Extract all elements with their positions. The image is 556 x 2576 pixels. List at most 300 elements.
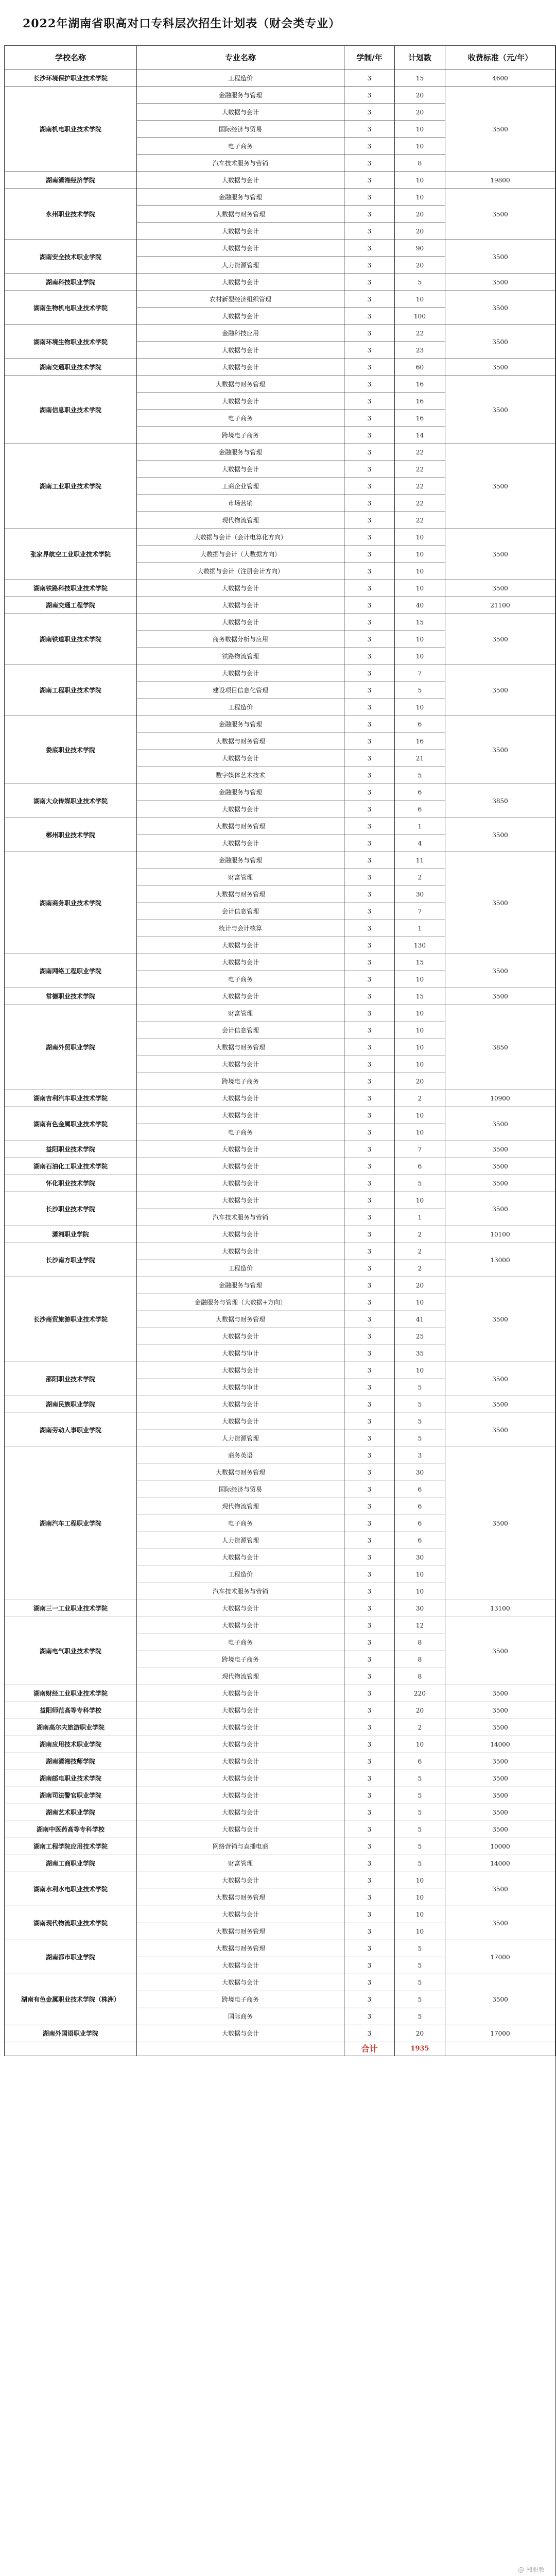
major-cell: 大数据与会计: [137, 359, 344, 376]
plan-cell: 2: [395, 1260, 445, 1277]
plan-cell: 10: [395, 631, 445, 648]
fee-cell: 13000: [445, 1243, 555, 1277]
major-cell: 金融服务与管理（大数据+方向）: [137, 1294, 344, 1311]
major-cell: 人力资源管理: [137, 257, 344, 274]
school-name-cell: 湖南交通职业技术学院: [5, 359, 137, 376]
years-cell: 3: [344, 682, 395, 699]
plan-cell: 10: [395, 546, 445, 563]
plan-cell: 10: [395, 172, 445, 189]
plan-cell: 20: [395, 206, 445, 223]
plan-cell: 10: [395, 971, 445, 988]
major-cell: 大数据与财务管理: [137, 1923, 344, 1940]
major-cell: 财富管理: [137, 1005, 344, 1022]
major-cell: 大数据与会计: [137, 223, 344, 240]
major-cell: 大数据与会计: [137, 1770, 344, 1787]
total-label: 合计: [344, 2042, 395, 2056]
table-row: [5, 580, 555, 597]
years-cell: 3: [344, 1158, 395, 1175]
years-cell: 3: [344, 1447, 395, 1464]
plan-cell: 10: [395, 1906, 445, 1923]
major-cell: 大数据与财务管理: [137, 1311, 344, 1328]
plan-cell: 6: [395, 801, 445, 818]
plan-cell: 12: [395, 1617, 445, 1634]
fee-cell: 19800: [445, 172, 555, 189]
plan-cell: 7: [395, 1141, 445, 1158]
years-cell: 3: [344, 818, 395, 835]
major-cell: 大数据与财务管理: [137, 206, 344, 223]
major-cell: 市场营销: [137, 495, 344, 512]
plan-cell: 10: [395, 1583, 445, 1600]
fee-cell: 14000: [445, 1855, 555, 1872]
years-cell: 3: [344, 529, 395, 546]
major-cell: 大数据与会计: [137, 665, 344, 682]
major-cell: 大数据与会计: [137, 801, 344, 818]
table-row: [5, 614, 555, 631]
major-cell: 大数据与财务管理: [137, 818, 344, 835]
years-cell: 3: [344, 1124, 395, 1141]
years-cell: 3: [344, 665, 395, 682]
plan-cell: 22: [395, 325, 445, 342]
years-cell: 3: [344, 2025, 395, 2042]
years-cell: 3: [344, 1770, 395, 1787]
table-row: [5, 2025, 555, 2042]
table-row: [5, 1872, 555, 1889]
major-cell: 电子商务: [137, 138, 344, 155]
major-cell: 大数据与会计: [137, 1957, 344, 1974]
plan-cell: 5: [395, 1855, 445, 1872]
total-value: 1935: [395, 2042, 445, 2056]
major-cell: 农村新型经济组织管理: [137, 291, 344, 308]
plan-cell: 15: [395, 954, 445, 971]
plan-cell: 7: [395, 665, 445, 682]
school-name-cell: 郴州职业技术学院: [5, 818, 137, 852]
major-cell: 现代物流管理: [137, 512, 344, 529]
plan-cell: 10: [395, 648, 445, 665]
major-cell: 大数据与财务管理: [137, 1889, 344, 1906]
table-row: [5, 716, 555, 733]
plan-cell: 10: [395, 189, 445, 206]
table-row: [5, 325, 555, 342]
plan-cell: 20: [395, 223, 445, 240]
plan-cell: 10: [395, 1362, 445, 1379]
major-cell: 金融服务与管理: [137, 1277, 344, 1294]
plan-cell: 5: [395, 1430, 445, 1447]
school-name-cell: 湖南电气职业技术学院: [5, 1617, 137, 1685]
plan-cell: 30: [395, 1464, 445, 1481]
table-row: [5, 1600, 555, 1617]
years-cell: 3: [344, 1328, 395, 1345]
table-row: [5, 1277, 555, 1294]
plan-cell: 6: [395, 1515, 445, 1532]
years-cell: 3: [344, 1804, 395, 1821]
school-name-cell: 娄底职业技术学院: [5, 716, 137, 784]
table-row: [5, 1906, 555, 1923]
major-cell: 大数据与会计: [137, 580, 344, 597]
table-row: [5, 597, 555, 614]
plan-cell: 220: [395, 1685, 445, 1702]
plan-cell: 10: [395, 563, 445, 580]
years-cell: 3: [344, 869, 395, 886]
years-cell: 3: [344, 903, 395, 920]
school-name-cell: 湖南商务职业技术学院: [5, 852, 137, 954]
plan-cell: 5: [395, 1991, 445, 2008]
fee-cell: 3500: [445, 614, 555, 665]
years-cell: 3: [344, 546, 395, 563]
school-name-cell: 益阳职业技术学院: [5, 1141, 137, 1158]
fee-cell: 3500: [445, 189, 555, 240]
years-cell: 3: [344, 1345, 395, 1362]
plan-cell: 41: [395, 1311, 445, 1328]
years-cell: 3: [344, 1175, 395, 1192]
table-row: [5, 988, 555, 1005]
years-cell: 3: [344, 1974, 395, 1991]
years-cell: 3: [344, 1685, 395, 1702]
years-cell: 3: [344, 1838, 395, 1855]
years-cell: 3: [344, 954, 395, 971]
major-cell: 大数据与会计: [137, 1736, 344, 1753]
school-name-cell: 湖南网络工程职业学院: [5, 954, 137, 988]
plan-cell: 5: [395, 1787, 445, 1804]
plan-cell: 40: [395, 597, 445, 614]
school-name-cell: 湖南潇湘经济学院: [5, 172, 137, 189]
years-cell: 3: [344, 1634, 395, 1651]
major-cell: 大数据与会计: [137, 1787, 344, 1804]
school-name-cell: 湖南邮电职业技术学院: [5, 1770, 137, 1787]
major-cell: 大数据与会计: [137, 1821, 344, 1838]
fee-cell: 3500: [445, 1192, 555, 1226]
major-cell: 建设项目信息化管理: [137, 682, 344, 699]
school-name-cell: 潇湘职业学院: [5, 1226, 137, 1243]
plan-cell: 15: [395, 70, 445, 87]
fee-cell: 3500: [445, 1396, 555, 1413]
years-cell: 3: [344, 376, 395, 393]
major-cell: 大数据与会计: [137, 461, 344, 478]
table-row: [5, 1821, 555, 1838]
school-name-cell: 湖南三一工业职业技术学院: [5, 1600, 137, 1617]
major-cell: 工程造价: [137, 699, 344, 716]
years-cell: 3: [344, 1294, 395, 1311]
major-cell: 财富管理: [137, 1855, 344, 1872]
school-name-cell: 湖南劳动人事职业学院: [5, 1413, 137, 1447]
years-cell: 3: [344, 614, 395, 631]
years-cell: 3: [344, 138, 395, 155]
major-cell: 会计信息管理: [137, 1022, 344, 1039]
fee-cell: 3500: [445, 1906, 555, 1940]
school-name-cell: 湖南司法警官职业学院: [5, 1787, 137, 1804]
plan-cell: 10: [395, 1736, 445, 1753]
plan-cell: 5: [395, 1974, 445, 1991]
major-cell: 大数据与会计: [137, 937, 344, 954]
years-cell: 3: [344, 1600, 395, 1617]
years-cell: 3: [344, 325, 395, 342]
years-cell: 3: [344, 1073, 395, 1090]
plan-cell: 20: [395, 1073, 445, 1090]
school-name-cell: 湖南工业职业技术学院: [5, 444, 137, 529]
plan-cell: 130: [395, 937, 445, 954]
years-cell: 3: [344, 1107, 395, 1124]
plan-cell: 8: [395, 155, 445, 172]
major-cell: 大数据与会计: [137, 1600, 344, 1617]
table-row: [5, 818, 555, 835]
years-cell: 3: [344, 1243, 395, 1260]
plan-cell: 16: [395, 393, 445, 410]
fee-cell: 17000: [445, 2025, 555, 2042]
school-name-cell: 常德职业技术学院: [5, 988, 137, 1005]
school-name-cell: 湖南水利水电职业技术学院: [5, 1872, 137, 1906]
major-cell: 金融服务与管理: [137, 189, 344, 206]
plan-cell: 21: [395, 750, 445, 767]
table-row: [5, 291, 555, 308]
plan-cell: 5: [395, 1804, 445, 1821]
years-cell: 3: [344, 631, 395, 648]
school-name-cell: 湖南石油化工职业技术学院: [5, 1158, 137, 1175]
fee-cell: 3500: [445, 1719, 555, 1736]
plan-cell: 5: [395, 2008, 445, 2025]
fee-cell: 10000: [445, 1838, 555, 1855]
school-name-cell: 湖南中医药高等专科学校: [5, 1821, 137, 1838]
major-cell: 大数据与会计: [137, 1056, 344, 1073]
years-cell: 3: [344, 1906, 395, 1923]
table-row: [5, 1838, 555, 1855]
years-cell: 3: [344, 461, 395, 478]
years-cell: 3: [344, 1957, 395, 1974]
years-cell: 3: [344, 1668, 395, 1685]
plan-cell: 5: [395, 274, 445, 291]
table-row: [5, 274, 555, 291]
fee-cell: 3500: [445, 1770, 555, 1787]
major-cell: 大数据与会计: [137, 597, 344, 614]
plan-cell: 8: [395, 1668, 445, 1685]
table-row: [5, 1192, 555, 1209]
years-cell: 3: [344, 87, 395, 104]
table-row: [5, 359, 555, 376]
years-cell: 3: [344, 1855, 395, 1872]
table-row: [5, 1158, 555, 1175]
school-name-cell: 湖南铁道职业技术学院: [5, 614, 137, 665]
plan-cell: 16: [395, 376, 445, 393]
years-cell: 3: [344, 189, 395, 206]
fee-cell: 3850: [445, 1005, 555, 1090]
fee-cell: 3500: [445, 665, 555, 716]
fee-cell: 3500: [445, 274, 555, 291]
major-cell: 大数据与会计: [137, 1804, 344, 1821]
years-cell: 3: [344, 971, 395, 988]
plan-cell: 22: [395, 512, 445, 529]
major-cell: 汽车技术服务与营销: [137, 1583, 344, 1600]
fee-cell: 3500: [445, 1277, 555, 1362]
table-row: [5, 1753, 555, 1770]
years-cell: 3: [344, 172, 395, 189]
school-name-cell: 张家界航空工业职业技术学院: [5, 529, 137, 580]
years-cell: 3: [344, 886, 395, 903]
plan-cell: 6: [395, 784, 445, 801]
plan-cell: 10: [395, 529, 445, 546]
years-cell: 3: [344, 1464, 395, 1481]
school-name-cell: 湖南大众传媒职业技术学院: [5, 784, 137, 818]
major-cell: 财富管理: [137, 869, 344, 886]
major-cell: 汽车技术服务与营销: [137, 155, 344, 172]
years-cell: 3: [344, 1396, 395, 1413]
fee-cell: 3500: [445, 1175, 555, 1192]
school-name-cell: 湖南艺术职业学院: [5, 1804, 137, 1821]
major-cell: 电子商务: [137, 971, 344, 988]
plan-cell: 6: [395, 716, 445, 733]
years-cell: 3: [344, 648, 395, 665]
years-cell: 3: [344, 988, 395, 1005]
years-cell: 3: [344, 580, 395, 597]
table-row: [5, 1736, 555, 1753]
years-cell: 3: [344, 2008, 395, 2025]
table-row: [5, 1804, 555, 1821]
major-cell: 大数据与会计: [137, 1872, 344, 1889]
school-name-cell: 湖南交通工程学院: [5, 597, 137, 614]
enrollment-plan-table: [4, 45, 555, 2056]
major-cell: 商务英语: [137, 1447, 344, 1464]
plan-cell: 5: [395, 1940, 445, 1957]
plan-cell: 30: [395, 1600, 445, 1617]
header-fee: 收费标准（元/年）: [445, 46, 555, 70]
school-name-cell: 怀化职业技术学院: [5, 1175, 137, 1192]
fee-cell: 10100: [445, 1226, 555, 1243]
table-row: [5, 87, 555, 104]
plan-cell: 3: [395, 1447, 445, 1464]
major-cell: 大数据与会计: [137, 240, 344, 257]
plan-cell: 100: [395, 308, 445, 325]
fee-cell: 10900: [445, 1090, 555, 1107]
fee-cell: 3500: [445, 1107, 555, 1141]
school-name-cell: 湖南生物机电职业技术学院: [5, 291, 137, 325]
years-cell: 3: [344, 1923, 395, 1940]
major-cell: 大数据与会计: [137, 172, 344, 189]
table-header-row: [5, 46, 555, 70]
fee-cell: 3500: [445, 1141, 555, 1158]
major-cell: 大数据与会计: [137, 1328, 344, 1345]
years-cell: 3: [344, 1226, 395, 1243]
plan-cell: 10: [395, 1566, 445, 1583]
major-cell: 金融服务与管理: [137, 716, 344, 733]
years-cell: 3: [344, 121, 395, 138]
major-cell: 大数据与会计: [137, 104, 344, 121]
major-cell: 大数据与会计: [137, 988, 344, 1005]
table-row: [5, 954, 555, 971]
major-cell: 大数据与会计: [137, 1226, 344, 1243]
fee-cell: 3500: [445, 359, 555, 376]
major-cell: 大数据与会计: [137, 2025, 344, 2042]
major-cell: 国际经济与贸易: [137, 121, 344, 138]
years-cell: 3: [344, 1753, 395, 1770]
years-cell: 3: [344, 1005, 395, 1022]
header-years: 学制/年: [344, 46, 395, 70]
major-cell: 大数据与会计: [137, 1107, 344, 1124]
school-name-cell: 邵阳职业技术学院: [5, 1362, 137, 1396]
table-row: [5, 529, 555, 546]
major-cell: 大数据与财务管理: [137, 1464, 344, 1481]
major-cell: 金融服务与管理: [137, 784, 344, 801]
header-plan: 计划数: [395, 46, 445, 70]
major-cell: 电子商务: [137, 1124, 344, 1141]
years-cell: 3: [344, 750, 395, 767]
years-cell: 3: [344, 597, 395, 614]
school-name-cell: 湖南工商职业学院: [5, 1855, 137, 1872]
fee-cell: 3500: [445, 1753, 555, 1770]
plan-cell: 10: [395, 291, 445, 308]
years-cell: 3: [344, 1617, 395, 1634]
fee-cell: 14000: [445, 1736, 555, 1753]
major-cell: 大数据与会计（大数据方向）: [137, 546, 344, 563]
years-cell: 3: [344, 342, 395, 359]
major-cell: 现代物流管理: [137, 1498, 344, 1515]
table-row: [5, 376, 555, 393]
table-row: [5, 189, 555, 206]
years-cell: 3: [344, 1702, 395, 1719]
school-name-cell: 湖南外国语职业学院: [5, 2025, 137, 2042]
school-name-cell: 湖南财经工业职业技术学院: [5, 1685, 137, 1702]
years-cell: 3: [344, 1277, 395, 1294]
fee-cell: 21100: [445, 597, 555, 614]
years-cell: 3: [344, 240, 395, 257]
years-cell: 3: [344, 1583, 395, 1600]
years-cell: 3: [344, 1413, 395, 1430]
major-cell: 数字媒体艺术技术: [137, 767, 344, 784]
fee-cell: 3500: [445, 1872, 555, 1906]
table-row: [5, 1243, 555, 1260]
plan-cell: 10: [395, 580, 445, 597]
fee-cell: 3500: [445, 954, 555, 988]
watermark: @ 湘职教: [518, 2566, 545, 2573]
plan-cell: 6: [395, 1753, 445, 1770]
years-cell: 3: [344, 1532, 395, 1549]
fee-cell: 3500: [445, 1413, 555, 1447]
years-cell: 3: [344, 1787, 395, 1804]
fee-cell: 3500: [445, 1447, 555, 1600]
school-name-cell: 湖南汽车工程职业学院: [5, 1447, 137, 1600]
table-row: [5, 852, 555, 869]
plan-cell: 2: [395, 1243, 445, 1260]
major-cell: 大数据与会计: [137, 1549, 344, 1566]
major-cell: 工程造价: [137, 1566, 344, 1583]
major-cell: 大数据与财务管理: [137, 1039, 344, 1056]
years-cell: 3: [344, 1719, 395, 1736]
plan-cell: 30: [395, 886, 445, 903]
major-cell: 大数据与财务管理: [137, 376, 344, 393]
major-cell: 大数据与会计: [137, 274, 344, 291]
years-cell: 3: [344, 308, 395, 325]
plan-cell: 15: [395, 614, 445, 631]
years-cell: 3: [344, 733, 395, 750]
plan-cell: 5: [395, 1838, 445, 1855]
years-cell: 3: [344, 1209, 395, 1226]
school-name-cell: 湖南信息职业技术学院: [5, 376, 137, 444]
years-cell: 3: [344, 257, 395, 274]
table-row: [5, 1685, 555, 1702]
school-name-cell: 湖南有色金属职业技术学院（株洲）: [5, 1974, 137, 2025]
years-cell: 3: [344, 1430, 395, 1447]
plan-cell: 20: [395, 87, 445, 104]
major-cell: 大数据与财务管理: [137, 1940, 344, 1957]
table-row: [5, 70, 555, 87]
years-cell: 3: [344, 410, 395, 427]
major-cell: 跨境电子商务: [137, 427, 344, 444]
plan-cell: 16: [395, 410, 445, 427]
school-name-cell: 长沙环境保护职业技术学院: [5, 70, 137, 87]
major-cell: 工程造价: [137, 1260, 344, 1277]
plan-cell: 5: [395, 1379, 445, 1396]
school-name-cell: 湖南都市职业学院: [5, 1940, 137, 1974]
school-name-cell: 益阳师范高等专科学校: [5, 1702, 137, 1719]
school-name-cell: 湖南有色金属职业技术学院: [5, 1107, 137, 1141]
table-row: [5, 172, 555, 189]
major-cell: 大数据与会计: [137, 614, 344, 631]
